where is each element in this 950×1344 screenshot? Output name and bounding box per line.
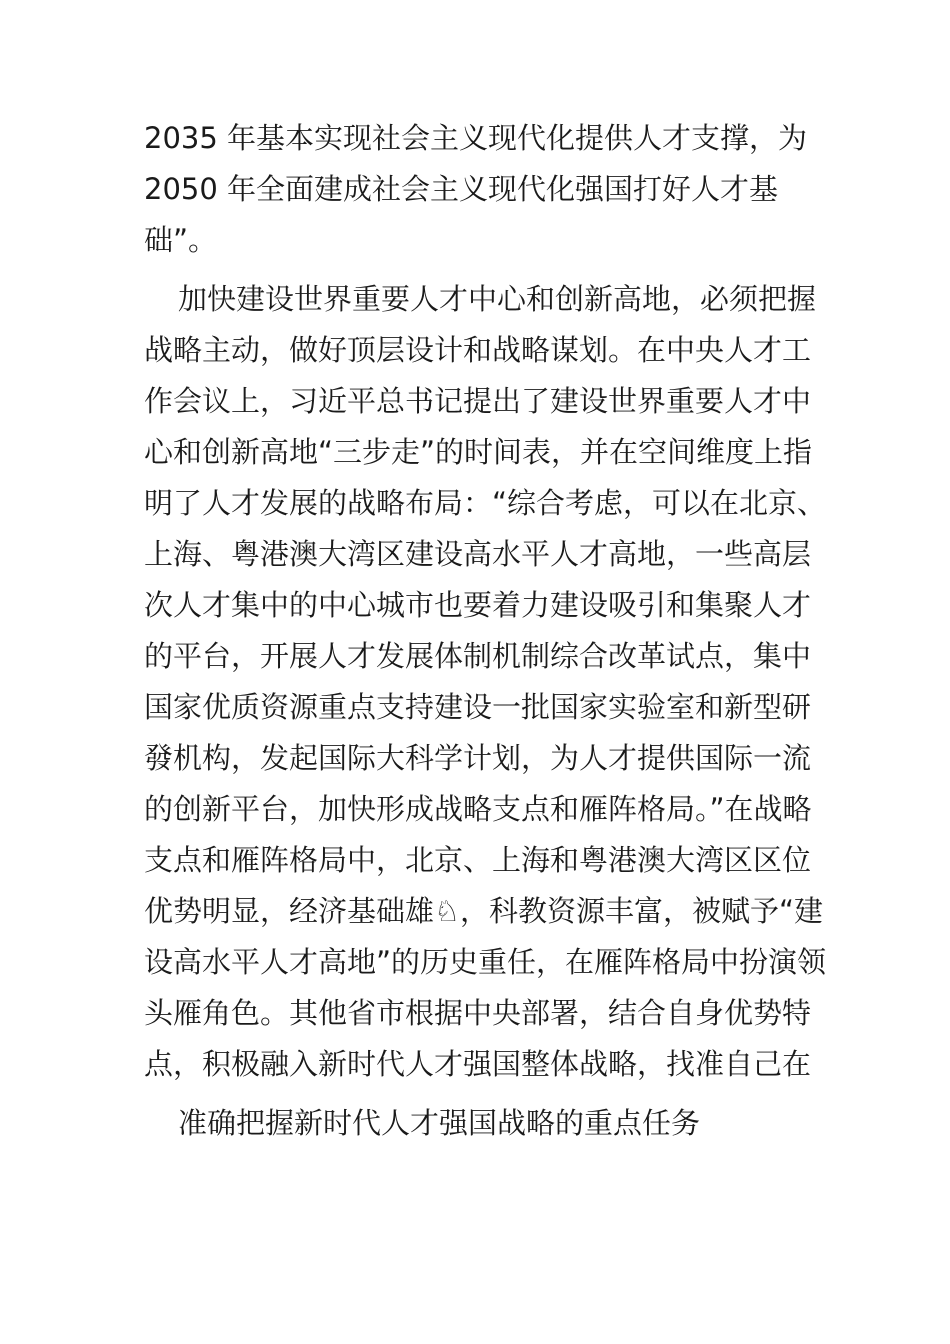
text-line: 的平台，开展人才发展体制机制综合改革试点，集中 — [144, 639, 812, 673]
text-line: 明了人才发展的战略布局：“综合考虑，可以在北京、 — [144, 486, 827, 520]
paragraph-3 — [144, 1098, 806, 1149]
text-line: 2035 年基本实现社会主义现代化提供人才支撑，为 — [144, 121, 808, 155]
text-line: 發机构，发起国际大科学计划，为人才提供国际一流 — [144, 741, 812, 775]
text-line: 次人才集中的中心城市也要着力建设吸引和集聚人才 — [144, 588, 812, 622]
text-line: 的创新平台，加快形成战略支点和雁阵格局。”在战略 — [144, 792, 812, 826]
paragraph-1 — [144, 113, 806, 266]
document-body — [144, 113, 827, 1157]
text-line: 设高水平人才高地”的历史重任，在雁阵格局中扮演领 — [144, 945, 827, 979]
paragraph-2 — [144, 274, 827, 1090]
text-line: 加快建设世界重要人才中心和创新高地，必须把握 — [178, 282, 817, 316]
text-line: 上海、粤港澳大湾区建设高水平人才高地，一些高层 — [144, 537, 812, 571]
text-line: 支点和雁阵格局中，北京、上海和粤港澳大湾区区位 — [144, 843, 812, 877]
text-line: 础”。 — [144, 223, 218, 257]
text-line: 作会议上，习近平总书记提出了建设世界重要人才中 — [144, 384, 812, 418]
text-line: 2050 年全面建成社会主义现代化强国打好人才基 — [144, 172, 779, 206]
text-line: 点，积极融入新时代人才强国整体战略，找准自己在 — [144, 1047, 812, 1081]
text-line: 优势明显，经济基础雄♘，科教资源丰富，被赋予“建 — [144, 894, 824, 928]
text-line: 头雁角色。其他省市根据中央部署，结合自身优势特 — [144, 996, 812, 1030]
text-line: 心和创新高地“三步走”的时间表，并在空间维度上指 — [144, 435, 813, 469]
text-line: 国家优质资源重点支持建设一批国家实验室和新型研 — [144, 690, 812, 724]
text-line: 战略主动，做好顶层设计和战略谋划。在中央人才工 — [144, 333, 812, 367]
section-heading-line: 准确把握新时代人才强国战略的重点任务 — [178, 1106, 701, 1140]
